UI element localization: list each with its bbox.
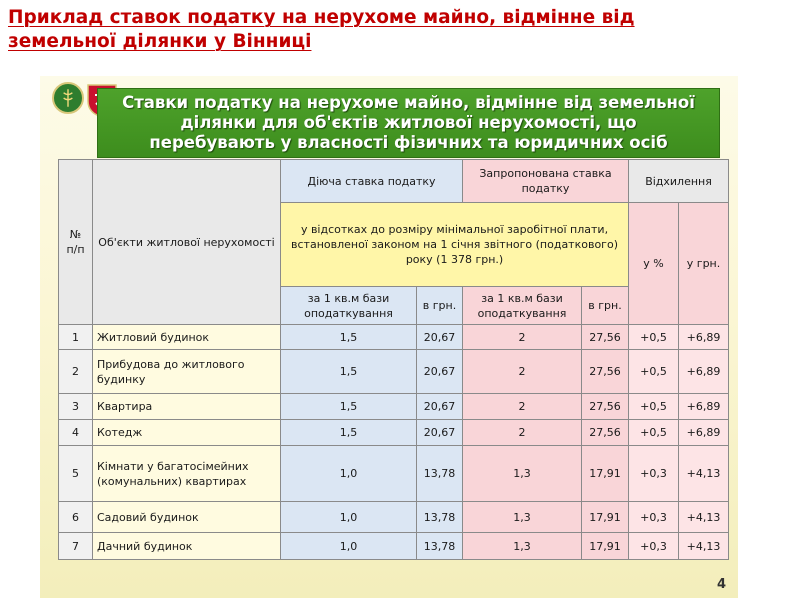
table-row (59, 502, 729, 533)
slide-number: 4 (716, 577, 726, 592)
row-num: 6 (59, 502, 93, 533)
table-row (59, 394, 729, 420)
table-row (59, 350, 729, 394)
row-proposed-rate: 2 (463, 325, 582, 350)
row-dev-uah: +6,89 (679, 350, 729, 394)
row-proposed-rate: 2 (463, 420, 582, 446)
row-dev-percent: +0,3 (629, 502, 679, 533)
row-proposed-uah: 17,91 (582, 502, 629, 533)
row-proposed-rate: 1,3 (463, 533, 582, 560)
row-dev-percent: +0,3 (629, 533, 679, 560)
row-dev-uah: +6,89 (679, 394, 729, 420)
header-proposed-rate: Запропонована ставка податку (463, 160, 629, 203)
row-dev-percent: +0,3 (629, 446, 679, 502)
row-object-name: Дачний будинок (93, 533, 281, 560)
header-per-sqm-proposed: за 1 кв.м бази оподаткування (463, 287, 582, 325)
row-current-uah: 13,78 (417, 446, 463, 502)
slide-banner (97, 88, 720, 158)
row-proposed-rate: 2 (463, 394, 582, 420)
row-current-uah: 13,78 (417, 502, 463, 533)
row-num: 3 (59, 394, 93, 420)
header-percent-note: у відсотках до розміру мінімальної заробітної плати, встановленої законом на 1 січня звітного (податкового) року (1 378 грн.) (281, 203, 629, 287)
row-proposed-uah: 27,56 (582, 394, 629, 420)
tax-service-emblem-icon (52, 82, 84, 114)
row-dev-percent: +0,5 (629, 325, 679, 350)
row-current-uah: 20,67 (417, 325, 463, 350)
header-current-rate: Діюча ставка податку (281, 160, 463, 203)
page-title: Приклад ставок податку на нерухоме майно, відмінне від земельної ділянки у Вінниці (8, 7, 635, 52)
header-dev-uah: у грн. (679, 203, 729, 325)
row-proposed-uah: 27,56 (582, 350, 629, 394)
row-dev-uah: +6,89 (679, 420, 729, 446)
row-current-rate: 1,5 (281, 325, 417, 350)
row-current-rate: 1,0 (281, 533, 417, 560)
row-current-rate: 1,0 (281, 502, 417, 533)
row-current-rate: 1,0 (281, 446, 417, 502)
row-num: 2 (59, 350, 93, 394)
row-num: 1 (59, 325, 93, 350)
row-num: 5 (59, 446, 93, 502)
table-row (59, 446, 729, 502)
banner-line: ділянки для об'єктів житлової нерухомості, що (180, 113, 637, 132)
header-per-sqm: за 1 кв.м бази оподаткування (281, 287, 417, 325)
row-object-name: Прибудова до житлового будинку (93, 350, 281, 394)
row-proposed-uah: 27,56 (582, 420, 629, 446)
row-object-name: Кімнати у багатосімейних (комунальних) квартирах (93, 446, 281, 502)
row-num: 4 (59, 420, 93, 446)
row-object-name: Садовий будинок (93, 502, 281, 533)
row-proposed-uah: 27,56 (582, 325, 629, 350)
row-dev-uah: +4,13 (679, 502, 729, 533)
row-proposed-uah: 17,91 (582, 533, 629, 560)
row-object-name: Житловий будинок (93, 325, 281, 350)
row-object-name: Квартира (93, 394, 281, 420)
banner-line: перебувають у власності фізичних та юридичних осіб (149, 133, 668, 152)
row-dev-uah: +4,13 (679, 446, 729, 502)
header-in-uah: в грн. (417, 287, 463, 325)
row-num: 7 (59, 533, 93, 560)
table-row (59, 533, 729, 560)
tax-rates-table (58, 159, 729, 560)
slide (40, 76, 738, 598)
row-dev-percent: +0,5 (629, 350, 679, 394)
row-proposed-rate: 1,3 (463, 446, 582, 502)
row-current-rate: 1,5 (281, 394, 417, 420)
header-dev-percent: у % (629, 203, 679, 325)
row-proposed-rate: 2 (463, 350, 582, 394)
row-dev-uah: +6,89 (679, 325, 729, 350)
header-deviation: Відхилення (629, 160, 729, 203)
row-dev-percent: +0,5 (629, 420, 679, 446)
row-current-uah: 20,67 (417, 350, 463, 394)
header-object: Об'єкти житлової нерухомості (93, 160, 281, 325)
row-dev-percent: +0,5 (629, 394, 679, 420)
row-current-rate: 1,5 (281, 350, 417, 394)
table-row (59, 325, 729, 350)
row-current-uah: 20,67 (417, 420, 463, 446)
row-current-rate: 1,5 (281, 420, 417, 446)
row-current-uah: 20,67 (417, 394, 463, 420)
banner-line: Ставки податку на нерухоме майно, відмінне від земельної (122, 93, 695, 112)
row-proposed-rate: 1,3 (463, 502, 582, 533)
row-current-uah: 13,78 (417, 533, 463, 560)
table-row (59, 420, 729, 446)
row-dev-uah: +4,13 (679, 533, 729, 560)
row-proposed-uah: 17,91 (582, 446, 629, 502)
header-num: № п/п (59, 160, 93, 325)
row-object-name: Котедж (93, 420, 281, 446)
header-in-uah-proposed: в грн. (582, 287, 629, 325)
